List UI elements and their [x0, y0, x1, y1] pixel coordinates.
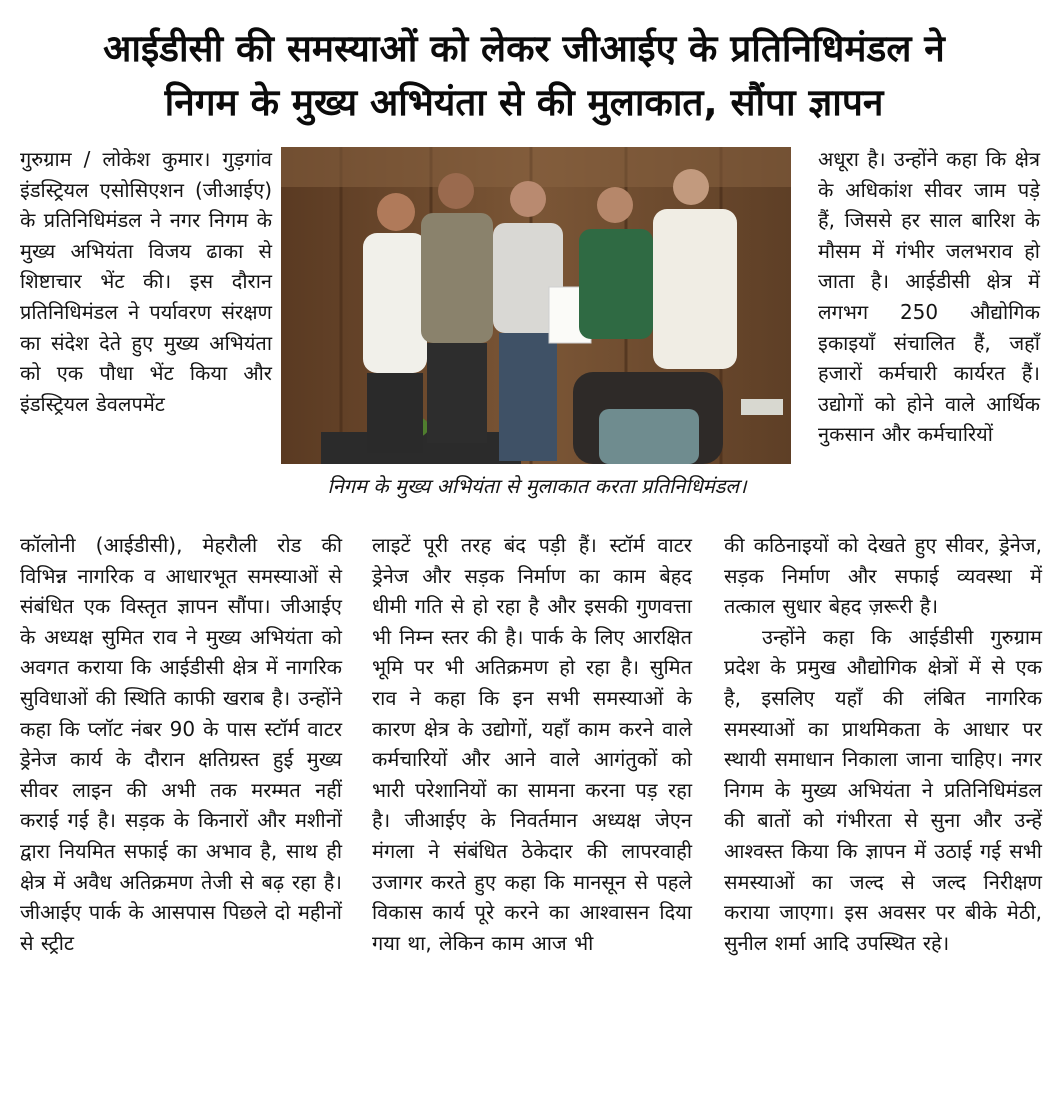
headline [0, 22, 1048, 130]
news-photo [281, 147, 791, 464]
article-paragraph: गुरुग्राम / लोकेश कुमार। गुड़गांव इंडस्ट्रियल एसोसिएशन (जीआईए) के प्रतिनिधिमंडल ने नगर निगम के मुख्य अभियंता विजय ढाका से शिष्टाचार भेंट की। इस दौरान प्रतिनिधिमंडल ने पर्यावरण संरक्षण का संदेश देते हुए मुख्य अभियंता को एक पौधा भेंट किया और इंडस्ट्रियल डेवलपमेंट [20, 147, 272, 416]
article-column-1-bottom [20, 530, 342, 958]
article-paragraph: कॉलोनी (आईडीसी), मेहरौली रोड की विभिन्न नागरिक व आधारभूत समस्याओं से संबंधित एक विस्तृत ज्ञापन सौंपा। जीआईए के अध्यक्ष सुमित राव ने मुख्य अभियंता को अवगत कराया कि आईडीसी क्षेत्र में नागरिक सुविधाओं की स्थिति काफी खराब है। उन्होंने कहा कि प्लॉट नंबर 90 के पास स्टॉर्म वाटर ड्रेनेज कार्य के दौरान क्षतिग्रस्त हुई मुख्य सीवर लाइन की अभी तक मरम्मत नहीं कराई गई है। सड़क के किनारों और मशीनों द्वारा नियमित सफाई का अभाव है, साथ ही क्षेत्र में अवैध अतिक्रमण तेजी से बढ़ रहा है। जीआईए पार्क के आसपास पिछले दो महीनों से स्ट्रीट [20, 533, 342, 955]
article-paragraph: अधूरा है। उन्होंने कहा कि क्षेत्र के अधिकांश सीवर जाम पड़े हैं, जिससे हर साल बारिश के मौसम में गंभीर जलभराव हो जाता है। आईडीसी क्षेत्र में लगभग 250 औद्योगिक इकाइयाँ संचालित हैं, जहाँ हजारों कर्मचारी कार्यरत हैं। उद्योगों को होने वाले आर्थिक नुकसान और कर्मचारियों [818, 147, 1040, 447]
article-column-2 [372, 530, 692, 958]
article-paragraph: लाइटें पूरी तरह बंद पड़ी हैं। स्टॉर्म वाटर ड्रेनेज और सड़क निर्माण का काम बेहद धीमी गति से हो रहा है और इसकी गुणवत्ता भी निम्न स्तर की है। पार्क के लिए आरक्षित भूमि पर भी अतिक्रमण हो रहा है। सुमित राव ने कहा कि इन सभी समस्याओं के कारण क्षेत्र के उद्योगों, यहाँ काम करने वाले कर्मचारियों और आने वाले आगंतुकों को भारी परेशानियों का सामना करना पड़ रहा है। जीआईए के निवर्तमान अध्यक्ष जेएन मंगला ने संबंधित ठेकेदार की लापरवाही उजागर करते हुए कहा कि मानसून से पहले विकास कार्य पूरे करने का आश्वासन दिया गया था, लेकिन काम आज भी [372, 533, 692, 955]
article-column-1-top [20, 144, 272, 419]
article-column-3-top [818, 144, 1040, 450]
article-column-3-bottom [724, 530, 1042, 958]
headline-line-1: आईडीसी की समस्याओं को लेकर जीआईए के प्रतिनिधिमंडल ने [103, 27, 945, 70]
headline-line-2: निगम के मुख्य अभियंता से की मुलाकात, सौंपा ज्ञापन [164, 81, 884, 124]
delegation-photo-illustration [281, 147, 791, 464]
photo-caption: निगम के मुख्य अभियंता से मुलाकात करता प्रतिनिधिमंडल। [327, 474, 747, 498]
article-paragraph: उन्होंने कहा कि आईडीसी गुरुग्राम प्रदेश के प्रमुख औद्योगिक क्षेत्रों में से एक है, इसलिए यहाँ की लंबित नागरिक समस्याओं का प्राथमिकता के आधार पर स्थायी समाधान निकाला जाना चाहिए। नगर निगम के मुख्य अभियंता ने प्रतिनिधिमंडल की बातों को गंभीरता से सुना और उन्हें आश्वस्त किया कि ज्ञापन में उठाई गई सभी समस्याओं का जल्द से जल्द निरीक्षण कराया जाएगा। इस अवसर पर बीके मेठी, सुनील शर्मा आदि उपस्थित रहे। [724, 624, 1042, 955]
article-paragraph: की कठिनाइयों को देखते हुए सीवर, ड्रेनेज, सड़क निर्माण और सफाई व्यवस्था में तत्काल सुधार बेहद ज़रूरी है। [724, 533, 1042, 619]
